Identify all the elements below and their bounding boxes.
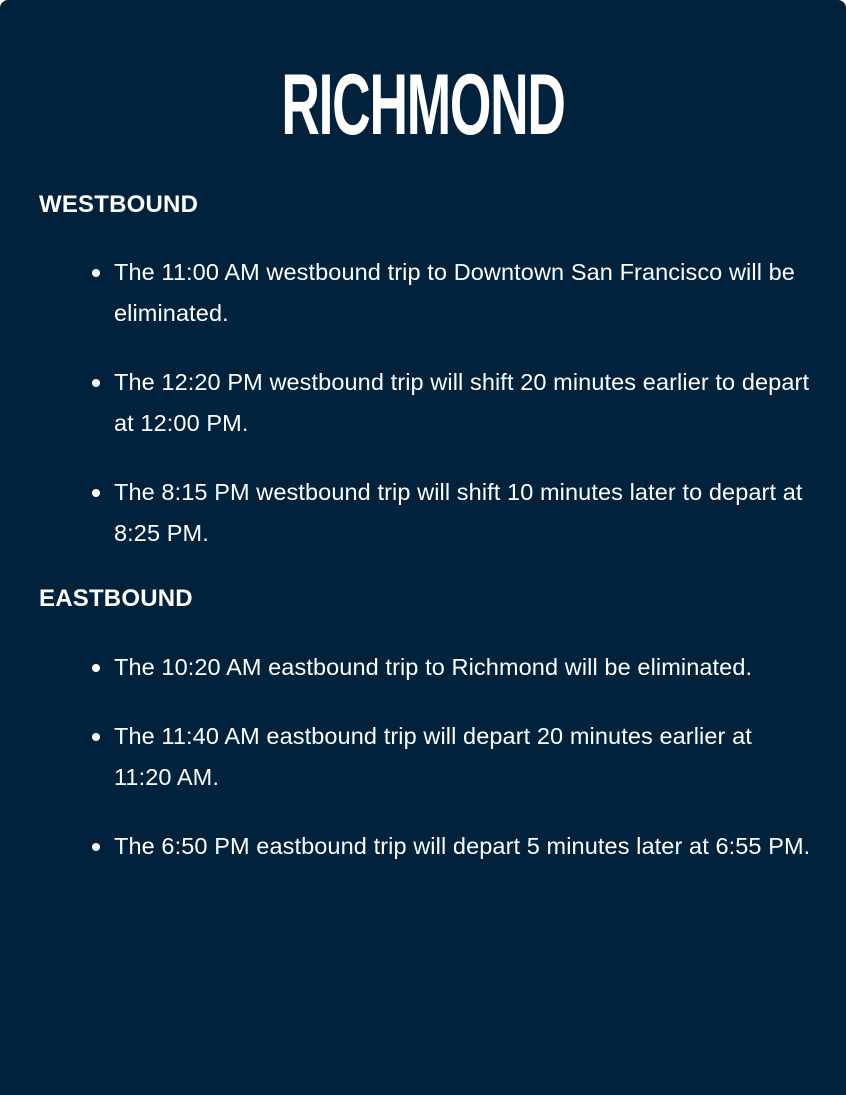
list-item xyxy=(91,826,816,867)
section-heading-eastbound: EASTBOUND xyxy=(39,585,193,612)
list-item-text: The 8:15 PM westbound trip will shift 10 minutes later to depart at 8:25 PM. xyxy=(114,479,803,546)
bullet-icon xyxy=(92,269,100,277)
list-item xyxy=(91,472,816,554)
westbound-list xyxy=(91,252,816,582)
bullet-icon xyxy=(92,733,100,741)
list-item xyxy=(91,362,816,444)
eastbound-list xyxy=(91,647,816,895)
list-item xyxy=(91,252,816,334)
list-item-text: The 10:20 AM eastbound trip to Richmond will be eliminated. xyxy=(114,654,753,680)
list-item-text: The 11:40 AM eastbound trip will depart 20 minutes earlier at 11:20 AM. xyxy=(114,723,752,790)
bullet-icon xyxy=(92,379,100,387)
list-item-text: The 11:00 AM westbound trip to Downtown San Francisco will be eliminated. xyxy=(114,259,795,326)
section-heading-westbound: WESTBOUND xyxy=(39,191,199,218)
list-item xyxy=(91,647,816,688)
bullet-icon xyxy=(92,489,100,497)
page-title: RICHMOND xyxy=(281,57,565,153)
list-item-text: The 12:20 PM westbound trip will shift 20 minutes earlier to depart at 12:00 PM. xyxy=(114,369,810,436)
list-item xyxy=(91,716,816,798)
list-item-text: The 6:50 PM eastbound trip will depart 5 minutes later at 6:55 PM. xyxy=(114,833,811,859)
bullet-icon xyxy=(92,664,100,672)
bullet-icon xyxy=(92,843,100,851)
